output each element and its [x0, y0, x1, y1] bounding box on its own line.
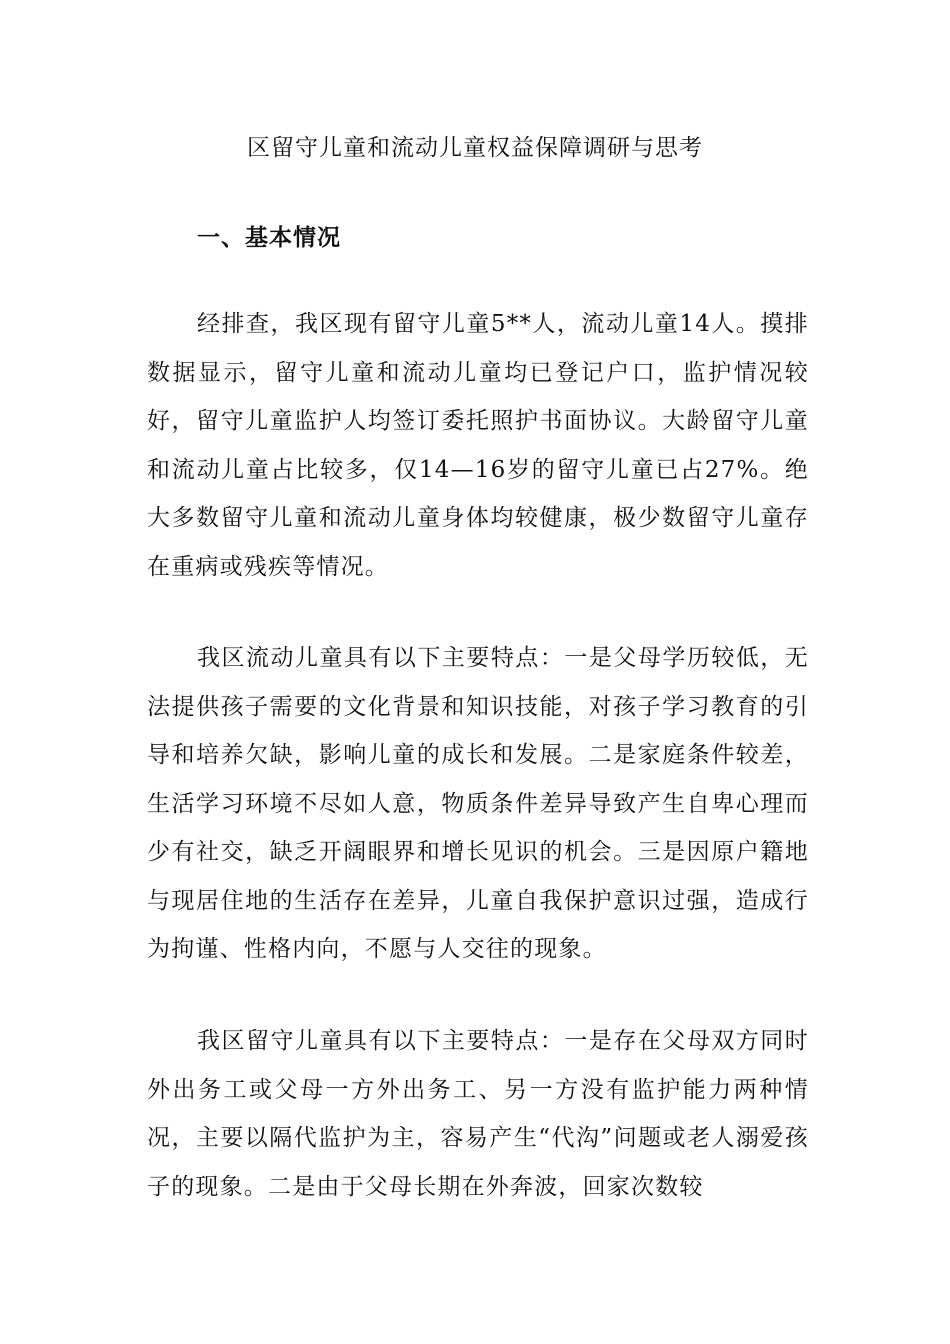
paragraph-migrant-children: 我区流动儿童具有以下主要特点：一是父母学历较低，无法提供孩子需要的文化背景和知识技能，对孩子学习教育的引导和培养欠缺，影响儿童的成长和发展。二是家庭条件较差，生活学习环境不尽如人意，物质条件差异导致产生自卑心理而少有社交，缺乏开阔眼界和增长见识的机会。三是因原户籍地与现居住地的生活存在差异，儿童自我保护意识过强，造成行为拘谨、性格内向，不愿与人交往的现象。 [147, 645, 809, 962]
paragraph-basic-situation: 经排查，我区现有留守儿童5**人，流动儿童14人。摸排数据显示，留守儿童和流动儿童均已登记户口，监护情况较好，留守儿童监护人均签订委托照护书面协议。大龄留守儿童和流动儿童占比较多，仅14—16岁的留守儿童已占27%。绝大多数留守儿童和流动儿童身体均较健康，极少数留守儿童存在重病或残疾等情况。 [147, 311, 809, 580]
section-heading: 一、基本情况 [197, 224, 341, 251]
paragraph-left-behind-children: 我区留守儿童具有以下主要特点：一是存在父母双方同时外出务工或父母一方外出务工、另一方没有监护能力两种情况，主要以隔代监护为主，容易产生“代沟”问题或老人溺爱孩子的现象。二是由于父母长期在外奔波，回家次数较 [147, 1028, 809, 1200]
document-title: 区留守儿童和流动儿童权益保障调研与思考 [247, 135, 703, 161]
